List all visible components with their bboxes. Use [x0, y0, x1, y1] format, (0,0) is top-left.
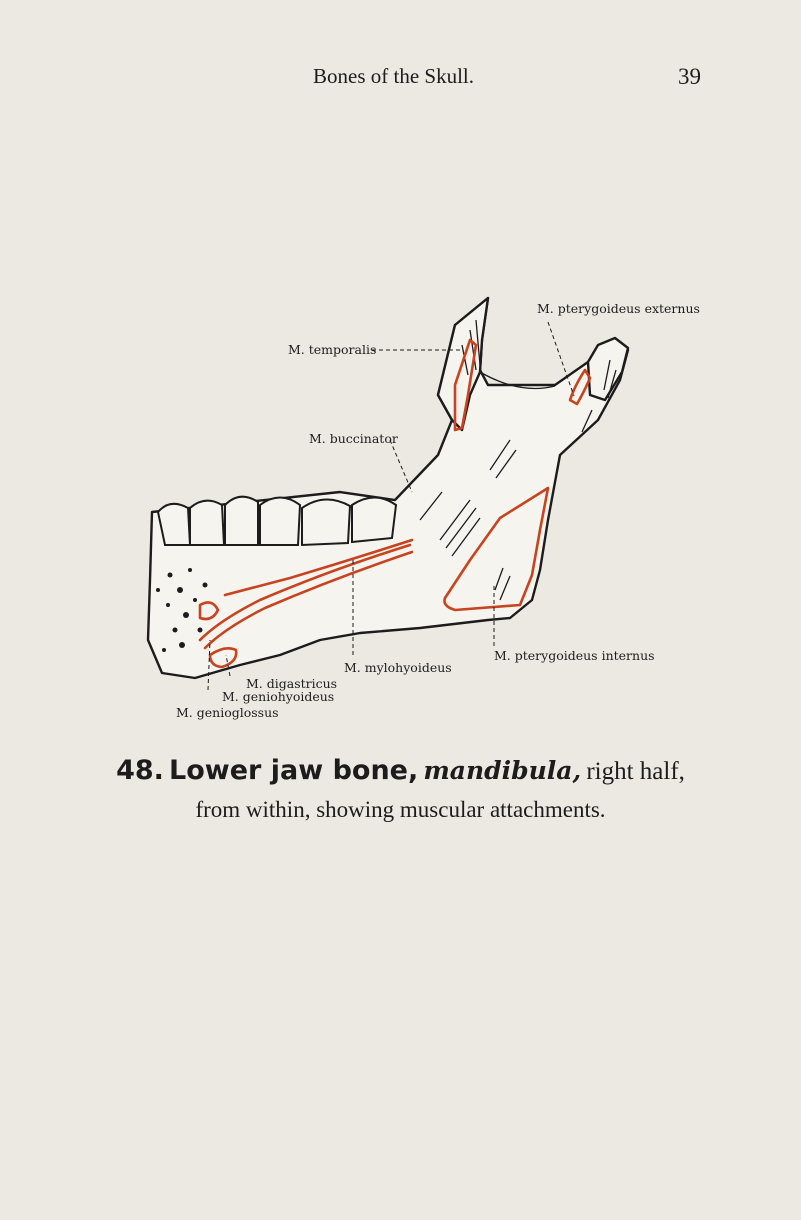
- label-pterygoideus-externus: M. pterygoideus externus: [537, 301, 700, 316]
- mandible-bone: [148, 298, 628, 678]
- tooth: [302, 499, 350, 545]
- figure-caption: [0, 755, 801, 823]
- label-mylohyoideus: M. mylohyoideus: [344, 660, 452, 675]
- tooth: [352, 498, 396, 543]
- caption-line-2: from within, showing muscular attachments.: [195, 797, 606, 822]
- label-buccinator: M. buccinator: [309, 431, 398, 446]
- label-genioglossus: M. genioglossus: [176, 705, 279, 720]
- caption-title: Lower jaw bone,: [169, 755, 419, 786]
- caption-latin-name: mandibula,: [423, 756, 582, 785]
- figure-number: 48.: [116, 755, 164, 786]
- label-temporalis: M. temporalis: [288, 342, 377, 357]
- running-head-title: Bones of the Skull.: [313, 64, 474, 88]
- tooth: [260, 498, 300, 546]
- mandible-outline: [148, 298, 628, 678]
- label-geniohyoideus: M. geniohyoideus: [222, 689, 335, 704]
- tooth: [190, 501, 224, 545]
- caption-rest: right half,: [586, 758, 685, 785]
- teeth-row: [158, 497, 396, 545]
- tooth: [158, 504, 190, 545]
- label-pterygoideus-internus: M. pterygoideus internus: [494, 648, 655, 663]
- label-digastricus: M. digastricus: [246, 676, 338, 691]
- page-number: 39: [678, 64, 701, 89]
- tooth: [225, 497, 258, 545]
- caption-line-1: [0, 755, 801, 795]
